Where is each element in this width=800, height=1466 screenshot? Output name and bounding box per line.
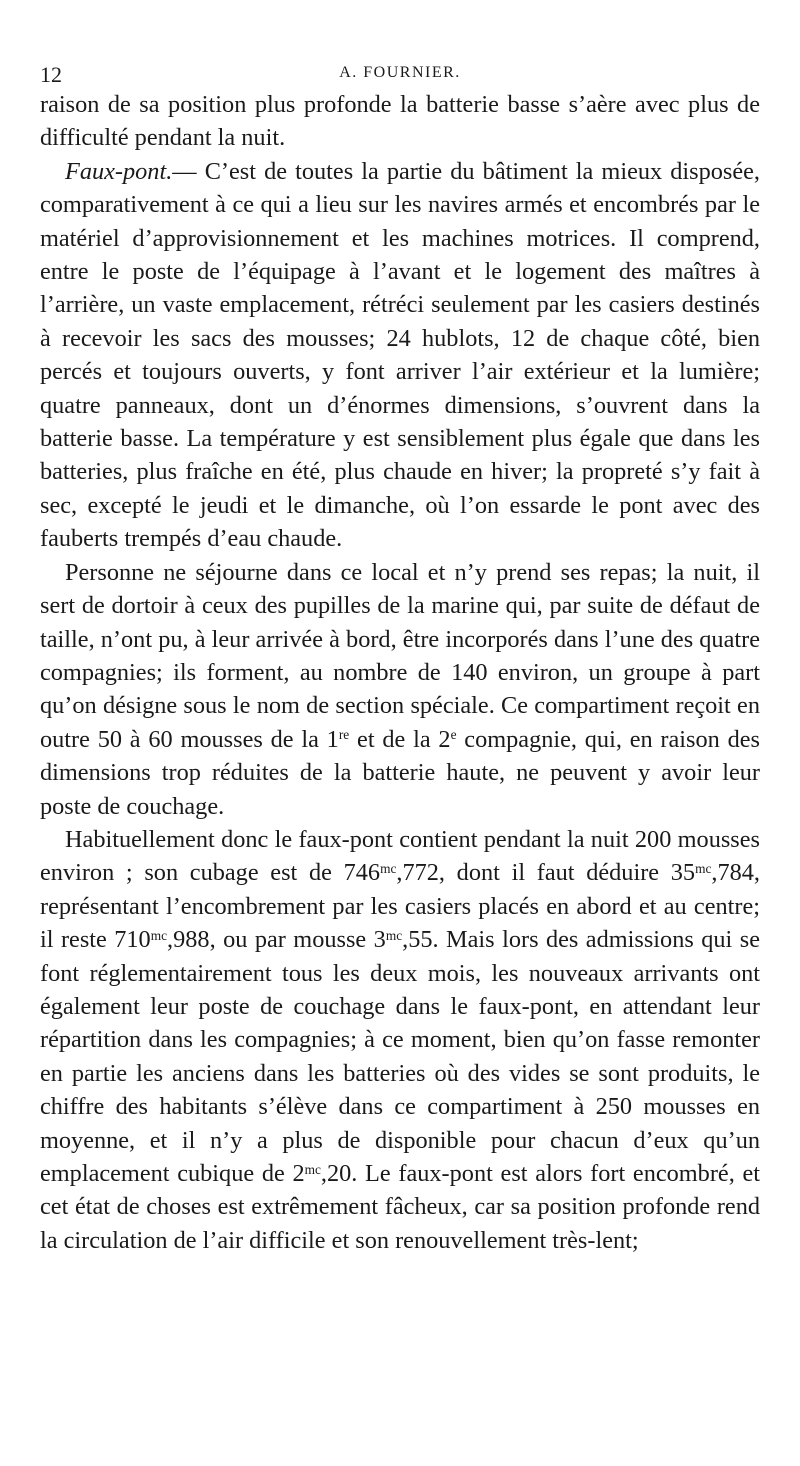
paragraph-4-text-e: ,55. Mais lors des admissions qui se font réglementairement tous les deux mois, les nouveaux arrivants ont également leur poste de couchage dans le faux-pont, en attendant leur répartition dans les compagnies; à ce moment, bien qu’on fasse remonter en partie les anciens dans les batteries où des vides se sont produits, le chiffre des habitants s’élève dans ce compartiment à 250 mousses en moyenne, et il n’y a plus de disponible pour chacun d’eux qu’un emplacement cubique de 2 [40,926,760,1187]
unit-superscript: mc [150,927,168,943]
ordinal-superscript: e [450,727,457,743]
unit-superscript: mc [695,861,712,876]
paragraph-2-text: — C’est de toutes la partie du bâtiment la mieux disposée, comparativement à ce qui a lieu sur les navires armés et encombrés par le matériel d’approvisionnement et les machines motrices. Il comprend, entre le poste de l’équipage à l’avant et le logement des maîtres à l’arrière, un vaste emplacement, rétréci seulement par les casiers destinés à recevoir les sacs des mousses; 24 hublots, 12 de chaque côté, bien percés et toujours ouverts, y font arriver l’air extérieur et la lumière; quatre panneaux, dont un d’énormes dimensions, s’ouvrent dans la batterie basse. La température y est sensiblement plus égale que dans les batteries, plus fraîche en été, plus chaude en hiver; la propreté s’y fait à sec, excepté le jeudi et le dimanche, où l’on essarde le pont avec des fauberts trempés d’eau chaude. [40,157,760,553]
paragraph-faux-pont [40,155,760,556]
paragraph-4-text-c: ,784, représentant l’encombrement par les casiers placés en abord et au centre; il reste 710 [40,859,760,954]
paragraph-3-text-c: compagnie, qui, en raison des dimensions trop réduites de la batterie haute, ne peuvent y avoir leur poste de couchage. [40,725,760,820]
paragraph-1-text: raison de sa position plus profonde la batterie basse s’aère avec plus de difficulté pendant la nuit. [40,91,760,152]
paragraph-4-text-f: ,20. Le faux-pont est alors fort encombré, et cet état de choses est extrêmement fâcheux, car sa position profonde rend la circulation de l’air difficile et son renouvellement très-lent; [40,1160,760,1254]
ordinal-superscript: re [338,727,350,743]
unit-superscript: mc [380,861,397,876]
paragraph-3-text-a: Personne ne séjourne dans ce local et n’y prend ses repas; la nuit, il sert de dortoir à ceux des pupilles de la marine qui, par suite de défaut de taille, n’ont pu, à leur arrivée à bord, être incorporés dans l’une des quatre compagnies; ils forment, au nombre de 140 environ, un groupe à part qu’on désigne sous le nom de section spéciale. Ce compartiment reçoit en outre 50 à 60 mousses de la 1 [40,558,760,753]
paragraph-3 [40,556,760,823]
paragraph-1 [40,88,760,155]
page-number: 12 [40,62,62,87]
running-head: A. FOURNIER. [339,64,461,81]
unit-superscript: mc [385,927,403,943]
paragraph-4-text-d: ,988, ou par mousse 3 [167,926,386,954]
paragraph-3-text-b: et de la 2 [349,725,451,753]
section-title-faux-pont: Faux-pont. [65,157,173,185]
paragraph-4-text-a: Habituellement donc le faux-pont contient pendant la nuit 200 mousses environ ; son cubage est de 746 [40,825,760,887]
unit-superscript: mc [304,1161,321,1177]
paragraph-4-text-b: ,772, dont il faut déduire 35 [396,859,696,887]
page-header [40,52,760,86]
body-text [40,88,760,1257]
paragraph-4 [40,823,760,1257]
